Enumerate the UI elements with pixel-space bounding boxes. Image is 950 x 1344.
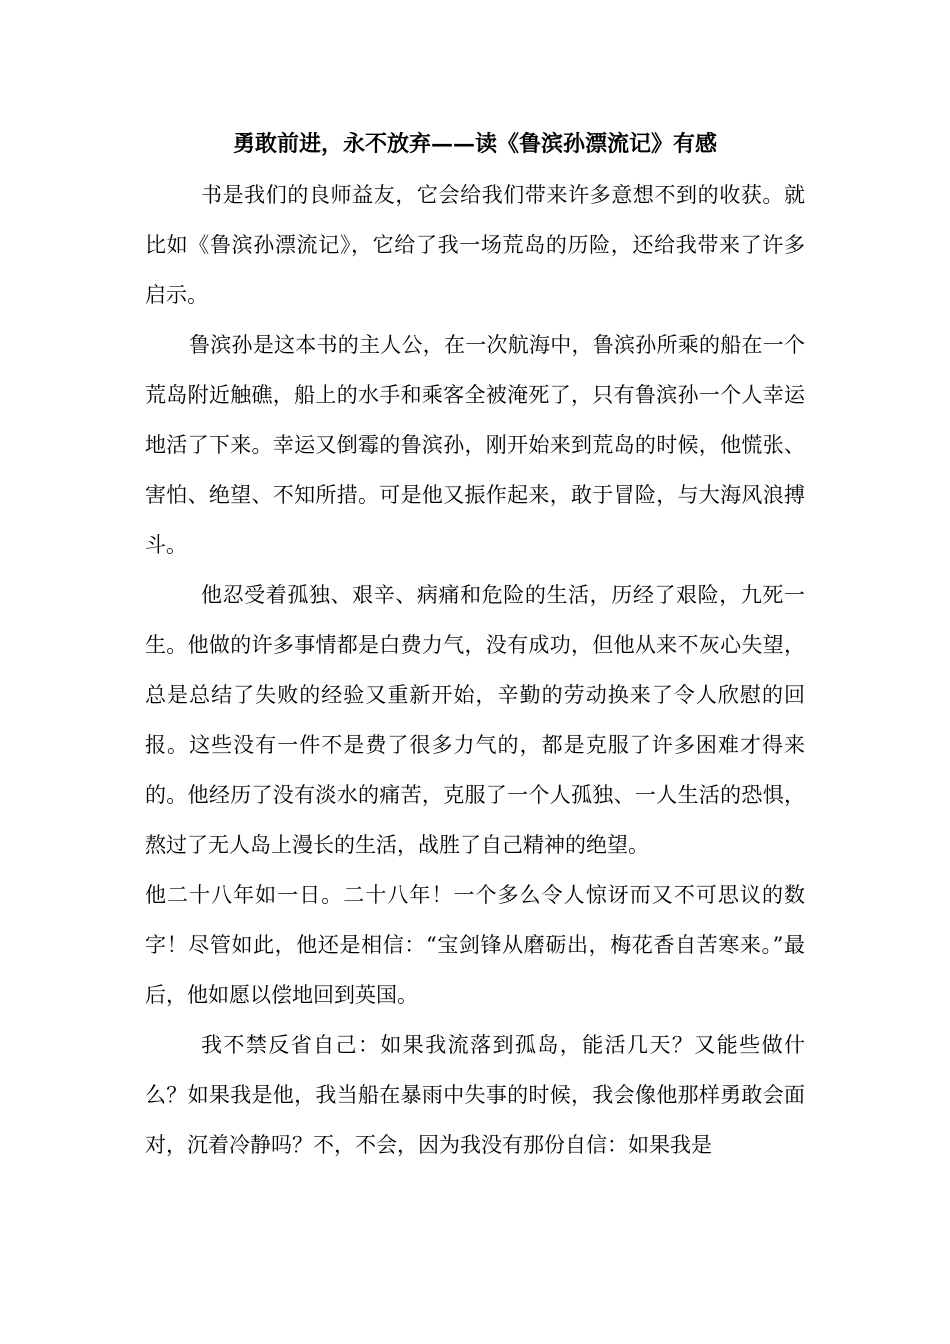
- document-body: [145, 170, 805, 1170]
- document-title: 勇敢前进，永不放弃——读《鲁滨孙漂流记》有感: [232, 131, 717, 157]
- paragraph-hardship: 他忍受着孤独、艰辛、病痛和危险的生活，历经了艰险，九死一生。他做的许多事情都是白费力气，没有成功，但他从来不灰心失望，总是总结了失败的经验又重新开始，辛勤的劳动换来了令人欣慰的回报。这些没有一件不是费了很多力气的，都是克服了许多困难才得来的。他经历了没有淡水的痛苦，克服了一个人孤独、一人生活的恐惧，熬过了无人岛上漫长的生活，战胜了自己精神的绝望。: [145, 583, 805, 857]
- paragraph-plot: 鲁滨孙是这本书的主人公，在一次航海中，鲁滨孙所乘的船在一个荒岛附近触礁，船上的水手和乘客全被淹死了，只有鲁滨孙一个人幸运地活了下来。幸运又倒霉的鲁滨孙，刚开始来到荒岛的时候，他慌张、害怕、绝望、不知所措。可是他又振作起来，敢于冒险，与大海风浪搏斗。: [145, 333, 805, 557]
- paragraph-reflection: 我不禁反省自己：如果我流落到孤岛，能活几天？又能些做什么？如果我是他，我当船在暴雨中失事的时候，我会像他那样勇敢会面对，沉着冷静吗？不，不会，因为我没有那份自信：如果我是: [145, 1033, 805, 1157]
- paragraph-intro: 书是我们的良师益友，它会给我们带来许多意想不到的收获。就比如《鲁滨孙漂流记》，它给了我一场荒岛的历险，还给我带来了许多启示。: [145, 183, 805, 307]
- paragraph-perseverance: 他二十八年如一日。二十八年！一个多么令人惊讶而又不可思议的数字！尽管如此，他还是相信：“宝剑锋从磨砺出，梅花香自苦寒来。”最后，他如愿以偿地回到英国。: [145, 883, 805, 1007]
